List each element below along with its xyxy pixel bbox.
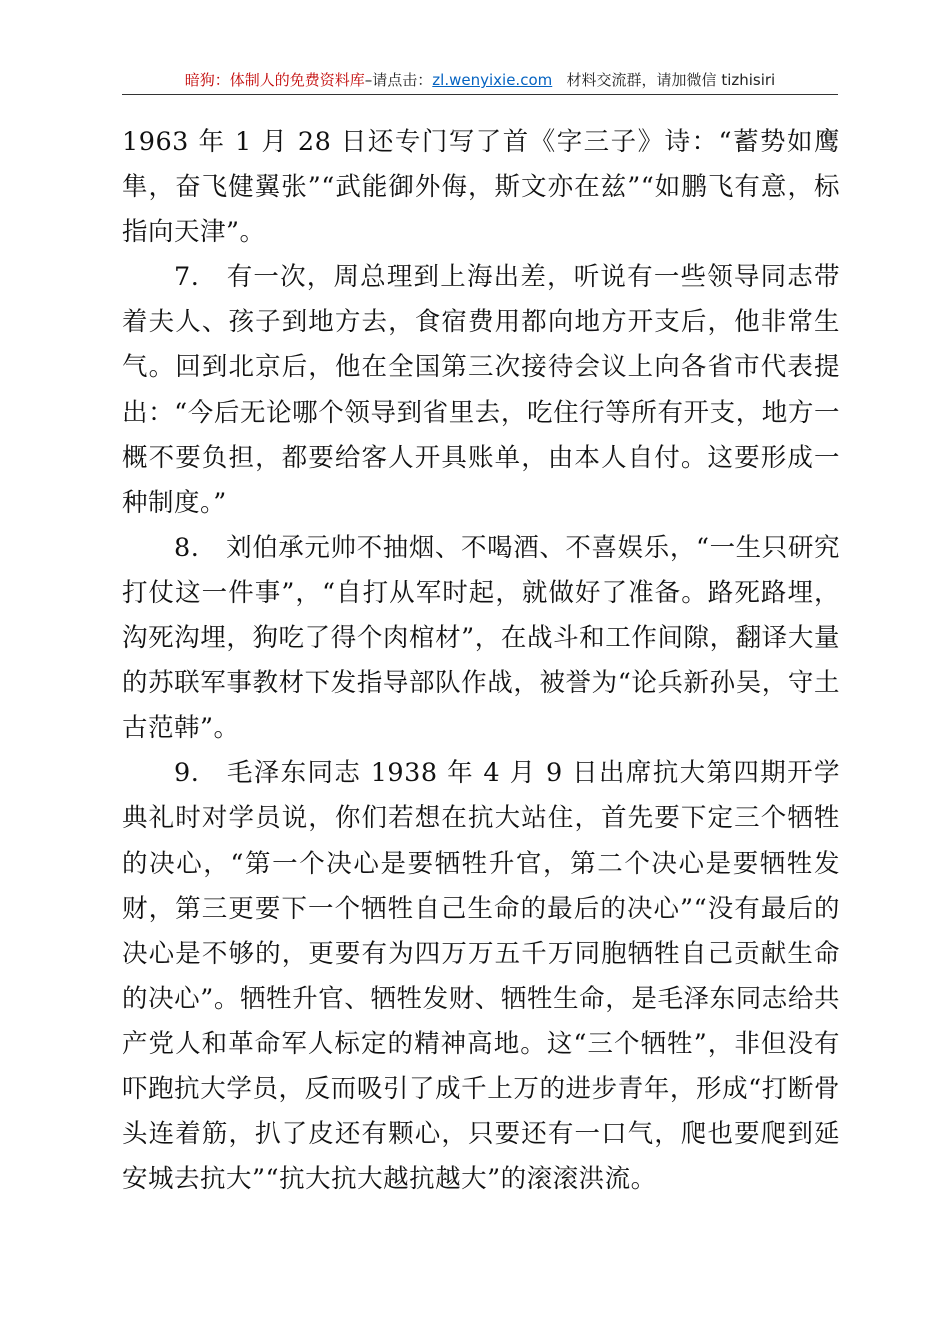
paragraph-number: 7. [174,262,200,293]
paragraph-text: 有一次，周总理到上海出差，听说有一些领导同志带着夫人、孩子到地方去，食宿费用都向地方开支后，他非常生气。回到北京后，他在全国第三次接待会议上向各省市代表提出：“今后无论哪个领导到省里去，吃住行等所有开支，地方一概不要负担，都要给客人开具账单，由本人自付。这要形成一种制度。” [122,262,840,518]
header-group-text: 材料交流群，请加微信 tizhisiri [566,71,776,89]
header-site-link[interactable]: zl.wenyixie.com [432,71,553,89]
paragraph-text: 毛泽东同志 1938 年 4 月 9 日出席抗大第四期开学典礼时对学员说，你们若想在抗大站住，首先要下定三个牺牲的决心，“第一个决心是要牺牲升官，第二个决心是要牺牲发财，第三更要下一个牺牲自己生命的最后的决心”“没有最后的决心是不够的，更要有为四万万五千万同胞牺牲自己贡献生命的决心”。牺牲升官、牺牲发财、牺牲生命，是毛泽东同志给共产党人和革命军人标定的精神高地。这“三个牺牲”，非但没有吓跑抗大学员，反而吸引了成千上万的进步青年，形成“打断骨头连着筋，扒了皮还有颗心，只要还有一口气，爬也要爬到延安城去抗大”“抗大抗大越抗越大”的滚滚洪流。 [122,758,840,1195]
paragraph-7 [122,255,840,526]
header-brand: 暗狗：体制人的免费资料库 [184,71,365,89]
header-click-prompt: –请点击： [364,71,433,89]
paragraph-number: 9. [174,758,200,789]
paragraph-9 [122,751,840,1202]
document-body [122,120,840,1202]
paragraph-text: 刘伯承元帅不抽烟、不喝酒、不喜娱乐，“一生只研究打仗这一件事”，“自打从军时起，就做好了准备。路死路埋，沟死沟埋，狗吃了得个肉棺材”，在战斗和工作间隙，翻译大量的苏联军事教材下发指导部队作战，被誉为“论兵新孙吴，守土古范韩”。 [122,532,840,744]
paragraph-continued [122,120,840,255]
paragraph-text: 1963 年 1 月 28 日还专门写了首《字三子》诗：“蓄势如鹰隼，奋飞健翼张”“武能御外侮，斯文亦在兹”“如鹏飞有意，标指向天津”。 [122,127,840,248]
paragraph-number: 8. [174,532,200,563]
paragraph-8 [122,526,840,751]
page-header [122,68,838,95]
